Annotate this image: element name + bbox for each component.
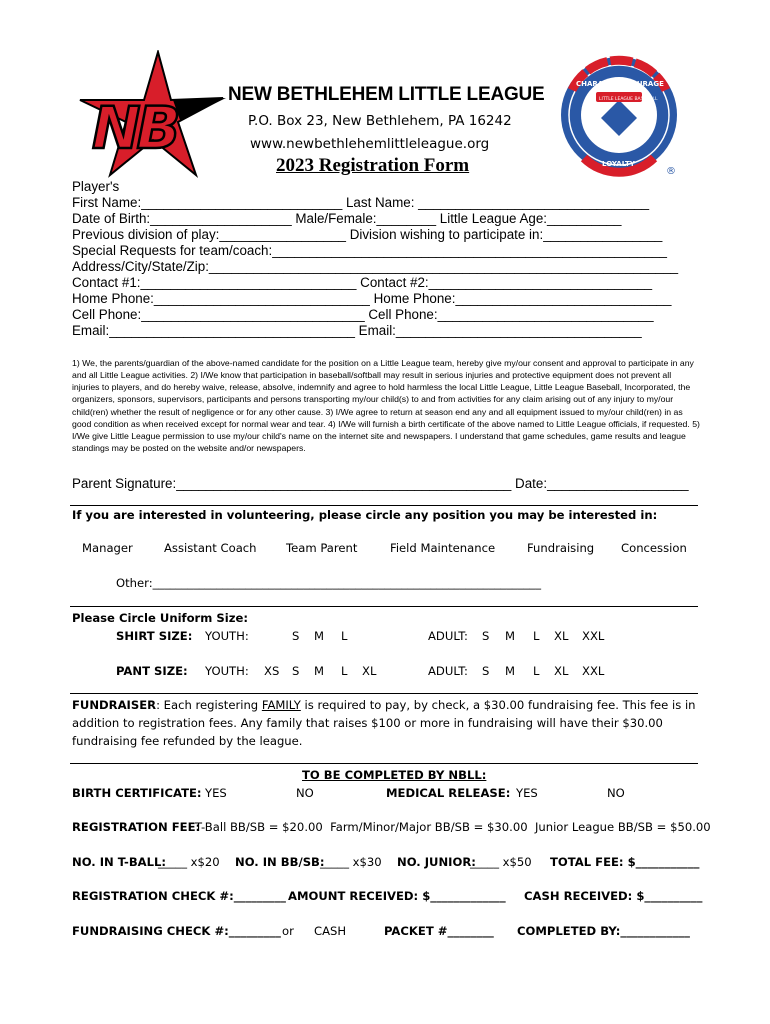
form-title: 2023 Registration Form (276, 155, 470, 176)
packet-field[interactable]: PACKET #________ (384, 924, 494, 938)
league-address: P.O. Box 23, New Bethlehem, PA 16242 (248, 113, 512, 129)
trademark-icon: ® (666, 166, 676, 177)
league-name: NEW BETHLEHEM LITTLE LEAGUE (228, 84, 545, 105)
dob-gender-age-fields[interactable]: Date of Birth:___________________ Male/Female:________ Little League Age:__________ (72, 211, 622, 226)
pant-adult-s[interactable]: S (482, 664, 490, 678)
divider (70, 606, 698, 607)
no-bbsb-label: NO. IN BB/SB: (235, 855, 325, 869)
pant-youth-label: YOUTH: (205, 664, 249, 678)
cash-received-field[interactable]: CASH RECEIVED: $__________ (524, 889, 703, 903)
pant-adult-xxl[interactable]: XXL (582, 664, 605, 678)
pant-adult-label: ADULT: (428, 664, 468, 678)
address-field[interactable]: Address/City/State/Zip:_______________________________________________________________ (72, 259, 679, 274)
position-concession[interactable]: Concession (621, 541, 687, 555)
shirt-youth-l[interactable]: L (341, 629, 348, 643)
little-league-seal (554, 50, 684, 180)
division-fields[interactable]: Previous division of play:_________________ Division wishing to participate in:________________ (72, 227, 663, 242)
position-fundraising[interactable]: Fundraising (527, 541, 595, 555)
pant-adult-xl[interactable]: XL (554, 664, 569, 678)
shirt-adult-l[interactable]: L (533, 629, 540, 643)
fundraising-check-field[interactable]: FUNDRAISING CHECK #:_________ (72, 924, 281, 938)
nb-logo (58, 50, 228, 180)
pant-youth-xl[interactable]: XL (362, 664, 377, 678)
name-fields[interactable]: First Name:___________________________ Last Name: _______________________________ (72, 195, 650, 210)
birth-certificate-label: BIRTH CERTIFICATE: (72, 786, 202, 800)
shirt-adult-xxl[interactable]: XXL (582, 629, 605, 643)
pant-youth-s[interactable]: S (292, 664, 300, 678)
fundraiser-label: FUNDRAISER (72, 698, 157, 712)
parent-signature-field[interactable]: Parent Signature:_____________________________________________ Date:___________________ (72, 476, 689, 491)
other-position-field[interactable]: Other:___________________________________________________________________ (116, 576, 542, 590)
no-bbsb-field[interactable]: _____ x$30 (320, 855, 382, 869)
contact-fields[interactable]: Contact #1:_____________________________ Contact #2:______________________________ (72, 275, 653, 290)
registration-fee-label: REGISTRATION FEE: (72, 820, 201, 834)
birth-cert-yes[interactable]: YES (205, 786, 227, 800)
shirt-size-label: SHIRT SIZE: (116, 629, 193, 643)
cash-option[interactable]: CASH (314, 924, 347, 938)
home-phone-fields[interactable]: Home Phone:_____________________________ Home Phone:_____________________________ (72, 291, 672, 306)
league-website[interactable]: www.newbethlehemlittleleague.org (250, 136, 490, 152)
fundraiser-line-1: FUNDRAISER: Each registering FAMILY is required to pay, by check, a $30.00 fundraising fee. This fee is in (72, 698, 696, 712)
fundraiser-line-3: fundraising fee refunded by the league. (72, 734, 303, 748)
no-junior-label: NO. JUNIOR: (397, 855, 476, 869)
cell-phone-fields[interactable]: Cell Phone:______________________________ Cell Phone:_____________________________ (72, 307, 654, 322)
birth-cert-no[interactable]: NO (296, 786, 314, 800)
pant-adult-m[interactable]: M (505, 664, 516, 678)
shirt-adult-xl[interactable]: XL (554, 629, 569, 643)
shirt-youth-label: YOUTH: (205, 629, 249, 643)
medical-yes[interactable]: YES (516, 786, 538, 800)
family-word: FAMILY (261, 698, 301, 712)
medical-no[interactable]: NO (607, 786, 625, 800)
consent-waiver-text: 1) We, the parents/guardian of the above-named candidate for the position on a Little League team, hereby give my/our consent and approval to participate in any and all Little League activities. 2) I/We know that participation in baseball/softball may result in serious injuries and protective equipment does not prevent all injuries to players, and do hereby waive, release, absolve, indemnify and agree to hold harmless the local Little League, Little League Baseball, Incorporated, the organizers, sponsors, supervisors, participants and persons transporting my/our child(s) to and from activities for any claim arising out of any injury to my/our child(ren) whether the result of negligence or for any other cause. 3) I/We agree to return at season end any and all equipment issued to my/our child(ren) in as good condition as when received except for normal wear and tear. 4) I/We will furnish a birth certificate of the above named to Little League officials, if requested. 5) I/We give Little League permission to use my/our child's name on the internet site and newspapers. I understand that game schedules, game results and league standings may be posted on the website and/or newspapers. (72, 358, 700, 454)
shirt-adult-s[interactable]: S (482, 629, 490, 643)
shirt-youth-m[interactable]: M (314, 629, 325, 643)
uniform-heading: Please Circle Uniform Size: (72, 611, 248, 625)
shirt-youth-s[interactable]: S (292, 629, 300, 643)
volunteer-heading: If you are interested in volunteering, please circle any position you may be interested in: (72, 508, 658, 522)
pant-youth-m[interactable]: M (314, 664, 325, 678)
nb-logo-text: NB (92, 94, 177, 162)
seal-ring-bottom: LOYALTY (602, 160, 635, 168)
no-tball-label: NO. IN T-BALL: (72, 855, 167, 869)
email-fields[interactable]: Email:_________________________________ Email:_________________________________ (72, 323, 642, 338)
player-heading: Player's (72, 179, 120, 194)
registration-check-field[interactable]: REGISTRATION CHECK #:_________ (72, 889, 286, 903)
or-text: or (282, 924, 294, 938)
seal-ring-top: CHARACTER COURAGE (576, 80, 664, 88)
pant-adult-l[interactable]: L (533, 664, 540, 678)
pant-youth-xs[interactable]: XS (264, 664, 280, 678)
pant-size-label: PANT SIZE: (116, 664, 188, 678)
registration-fee-schedule: T-Ball BB/SB = $20.00 Farm/Minor/Major BB/SB = $30.00 Junior League BB/SB = $50.00 (195, 820, 711, 834)
office-use-heading: TO BE COMPLETED BY NBLL: (302, 768, 487, 782)
divider (70, 505, 698, 506)
position-team-parent[interactable]: Team Parent (286, 541, 358, 555)
no-tball-field[interactable]: _____ x$20 (158, 855, 220, 869)
medical-release-label: MEDICAL RELEASE: (386, 786, 511, 800)
pant-youth-l[interactable]: L (341, 664, 348, 678)
shirt-adult-m[interactable]: M (505, 629, 516, 643)
position-field-maintenance[interactable]: Field Maintenance (390, 541, 496, 555)
amount-received-field[interactable]: AMOUNT RECEIVED: $_____________ (288, 889, 506, 903)
special-requests-field[interactable]: Special Requests for team/coach:_____________________________________________________ (72, 243, 667, 258)
total-fee-field[interactable]: TOTAL FEE: $___________ (550, 855, 700, 869)
divider (70, 763, 698, 764)
seal-inner-text: LITTLE LEAGUE BASEBALL (599, 97, 658, 102)
shirt-adult-label: ADULT: (428, 629, 468, 643)
completed-by-field[interactable]: COMPLETED BY:____________ (517, 924, 690, 938)
no-junior-field[interactable]: _____ x$50 (470, 855, 532, 869)
position-assistant-coach[interactable]: Assistant Coach (164, 541, 257, 555)
position-manager[interactable]: Manager (82, 541, 133, 555)
divider (70, 693, 698, 694)
fundraiser-line-2: addition to registration fees. Any family that raises $100 or more in fundraising will have their $30.00 (72, 716, 663, 730)
